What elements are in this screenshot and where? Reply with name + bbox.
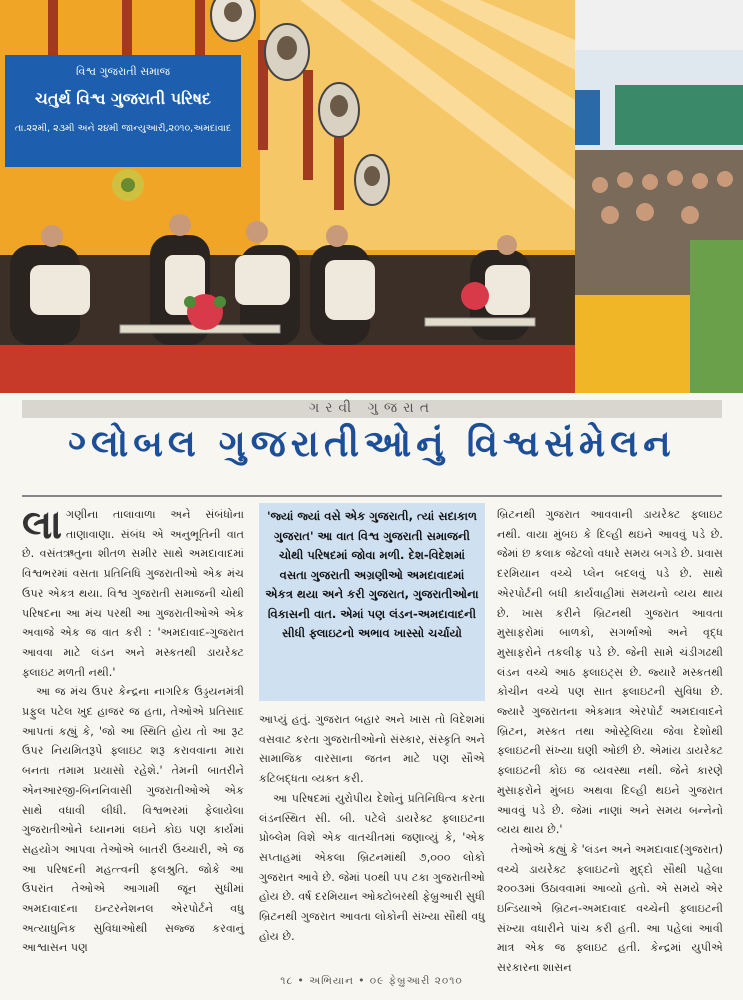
paragraph bbox=[22, 501, 244, 682]
paragraph: બ્રિટનથી ગુજરાત આવવાની ડાયરેક્ટ ફ્લાઇટ નથી. વાયા મુંબઇ કે દિલ્હી થઇને આવવું પડે છે. જેમાં છ કલાક જેટલો વધારે સમય બગડે છે. પ્રવાસ દરમિયાન વચ્ચે પ્લેન બદલવું પડે છે. સાથે એરપોર્ટની બધી કાર્યવાહીમાં સમયનો વ્યય થાય છે. ખાસ કરીને બ્રિટનથી ગુજરાત આવતા મુસાફરોમાં બાળકો, સગર્ભાઓ અને વૃદ્ધ મુસાફરોને તકલીફ પડે છે. જેની સામે ચંડીગઢથી લંડન વચ્ચે આઠ ફ્લાઇટ્સ છે. જ્યારે મસ્કતથી કોચીન વચ્ચે પણ સાત ફ્લાઇટની સુવિધા છે. જ્યારે ગુજરાતના એકમાત્ર એરપોર્ટ અમદાવાદને બ્રિટન, મસ્કત તથા ઓસ્ટ્રેલિયા જેવા દેશોથી ફ્લાઇટની સંખ્યા ઘણી ઓછી છે. એમાંય ડાયરેક્ટ ફ્લાઇટની કોઇ જ વ્યવસ્થા નથી. જેને કારણે મુસાફરોને મુંબઇ અથવા દિલ્હી થઇને ગુજરાત આવવું પડે છે. જેમાં નાણાં અને સમય બન્નેનો વ્યય થાય છે.' bbox=[497, 508, 723, 837]
banner-dates: તા.૨૨મી, ૨૩મી અને ૨૪મી જાન્યુઆરી,૨૦૧૦,અમદાવાદ bbox=[14, 123, 232, 134]
paragraph-text: ગણીના તાલાવાળા અને સંબંધોના તાણાવાણા. સંબંધ એ અનુભૂતિની વાત છે. વસંતઋતુના શીતળ સમીર સાથે અમદાવાદમાં વિશ્વભરમાં વસતા પ્રતિનિધિ ગુજરાતીઓ એક મંચ ઉપર એકત્ર થયા. વિશ્વ ગુજરાતી સમાજની ચોથી પરિષદના આ મંચ પરથી આ ગુજરાતીઓએ એક અવાજે એક જ વાત કરી : 'અમદાવાદ-ગુજરાત આવવા માટે લંડન અને મસ્કતથી ડાયરેક્ટ ફ્લાઇટ મળતી નથી.' bbox=[22, 508, 244, 679]
kicker-text: ગરવી ગુજરાત bbox=[308, 400, 436, 416]
headline-divider bbox=[22, 495, 722, 497]
banner-org: વિશ્વ ગુજરાતી સમાજ bbox=[75, 65, 171, 78]
article-column-2 bbox=[259, 710, 485, 946]
paragraph: તેઓએ કહ્યું કે 'લંડન અને અમદાવાદ(ગુજરાત) વચ્ચે ડાયરેક્ટ ફ્લાઇટનો મુદ્દો સૌથી પહેલા ૨૦૦૩માં ઉઠાવવામાં આવ્યો હતો. એ સમયે એર ઇન્ડિયાએ બ્રિટન-અમદાવાદ વચ્ચેની ફ્લાઇટની સંખ્યા વધારીને પાંચ કરી હતી. આ પહેલાં આવી માત્ર એક જ ફ્લાઇટ હતી. કેન્દ્રમાં યુપીએ સરકારના શાસન bbox=[497, 842, 723, 975]
paragraph: આ પરિષદમાં યુરોપીય દેશોનું પ્રતિનિધિત્વ કરતા લંડનસ્થિત સી. બી. પટેલે ડાયરેક્ટ ફ્લાઇટના પ્રોબ્લેમ વિશે એક વાતચીતમાં જણાવ્યું કે, 'એક સપ્તાહમાં એકલા બ્રિટનમાંથી ૭,૦૦૦ લોકો ગુજરાત આવે છે. જેમાં ૫૦થી ૫૫ ટકા ગુજરાતીઓ હોય છે. વર્ષ દરમિયાન ઓક્ટોબરથી ફેબ્રુઆરી સુધી બ્રિટનથી ગુજરાત આવતા લોકોની સંખ્યા સૌથી વધુ હોય છે. bbox=[259, 791, 485, 943]
pull-quote: 'જ્યાં જ્યાં વસે એક ગુજરાતી, ત્યાં સદાકાળ ગુજરાત' આ વાત વિશ્વ ગુજરાતી સમાજની ચોથી પરિષદમાં જોવા મળી. દેશ-વિદેશમાં વસતા ગુજરાતી અગ્રણીઓ અમદાવાદમાં એકત્ર થયા અને કરી ગુજરાત, ગુજરાતીઓના વિકાસની વાત. એમાં પણ લંડન-અમદાવાદની સીધી ફ્લાઇટનો અભાવ ખાસ્સો ચર્ચાયો bbox=[259, 503, 485, 701]
paragraph-text: આ જ મંચ ઉપર કેન્દ્રના નાગરિક ઉડ્ડયનમંત્રી પ્રફુલ પટેલ ખુદ હાજર જ હતા, તેઓએ પ્રતિસાદ આપતાં કહ્યું કે, 'જો આ સ્થિતિ હોય તો આ રૂટ ઉપર નિયમિતરૂપે ફ્લાઇટ શરૂ કરાવવાના મારા બનતા તમામ પ્રયાસો રહેશે.' તેમની બાતરીને એનઆરજી-બિનનિવાસી ગુજરાતીઓએ એક સાથે વધાવી લીધી. વિશ્વભરમાં ફેલાયેલા ગુજરાતીઓને ધ્યાનમાં લઇને કોઇ પણ કાર્યમાં સહયોગ આપવા તેઓએ બાતરી ઉચ્ચારી, એ જ આ પરિષદની મહત્ત્વની ફલશ્રુતિ. જોકે આ ઉપરાંત તેઓએ આગામી જૂન સુધીમાં અમદાવાદના ઇન્ટરનેશનલ એરપોર્ટને વધુ અત્યાધુનિક સુવિધાઓથી સજ્જ કરવાનું આશ્વાસન પણ bbox=[22, 685, 244, 955]
paragraph bbox=[22, 682, 244, 958]
page-footer: ૧૮ • અભિયાન • ૦૯ ફેબ્રુઆરી ૨૦૧૦ bbox=[280, 975, 463, 987]
article-column-3 bbox=[497, 505, 723, 978]
banner bbox=[5, 55, 241, 167]
drop-cap: લા bbox=[22, 501, 63, 548]
paragraph: આપ્યું હતું. ગુજરાત બહાર અને ખાસ તો વિદેશમાં વસવાટ કરતા ગુજરાતીઓનો સંસ્કાર, સંસ્કૃતિ અને સામાજિક વારસાના જતન માટે પણ સૌએ કટિબદ્ધતા વ્યક્ત કરી. bbox=[259, 713, 485, 786]
article-column-1 bbox=[22, 501, 244, 958]
section-kicker bbox=[22, 400, 722, 418]
banner-title: ચતુર્થ વિશ્વ ગુજરાતી પરિષદ bbox=[35, 89, 211, 108]
article-headline: ગ્લોબલ ગુજરાતીઓનું વિશ્વસંમેલન bbox=[68, 422, 676, 465]
